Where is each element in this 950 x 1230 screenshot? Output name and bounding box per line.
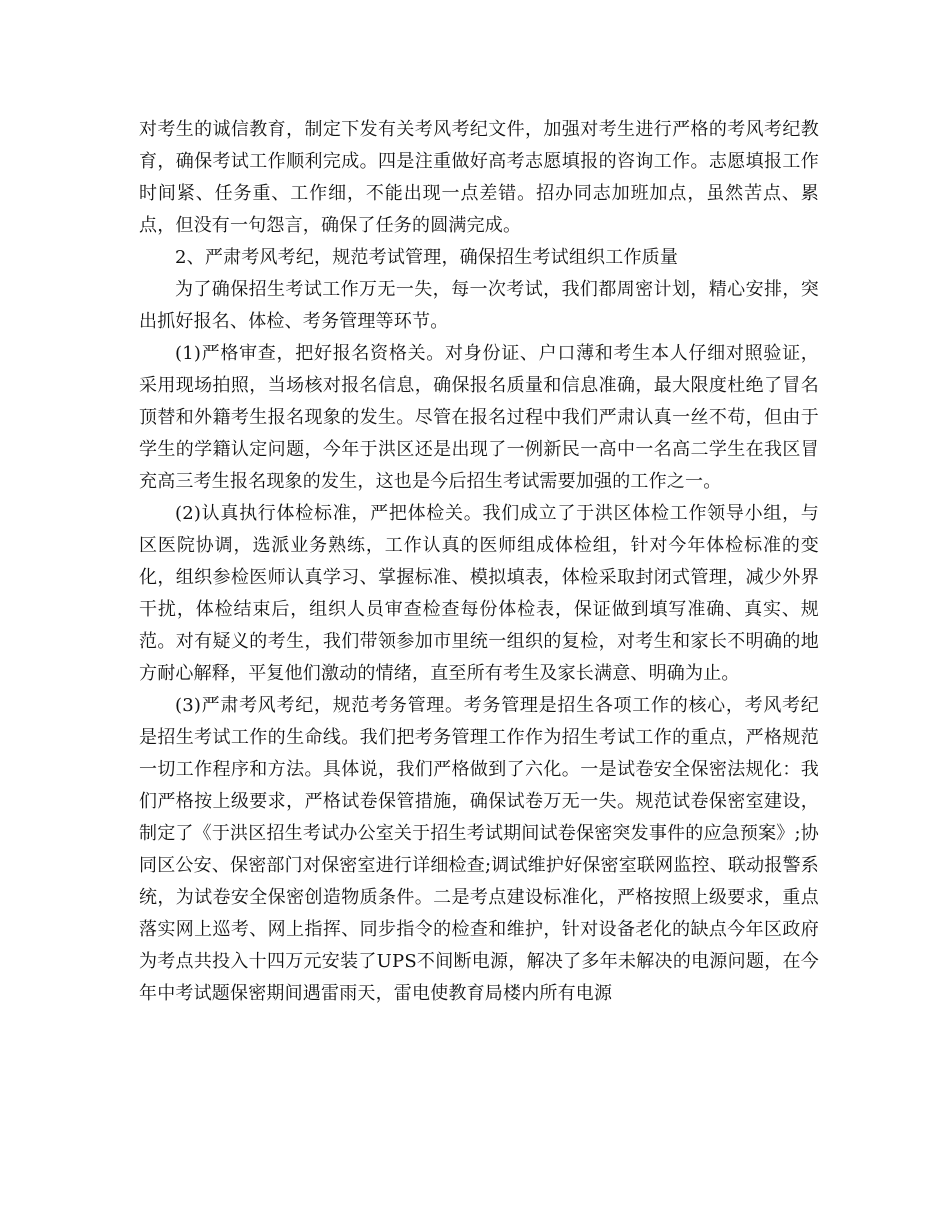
paragraph-physical-exam: (2)认真执行体检标准，严把体检关。我们成立了于洪区体检工作领导小组，与区医院协调，选派业务熟练，工作认真的医师组成体检组，针对今年体检标准的变化，组织参检医师认真学习、掌握标准、模拟填表，体检采取封闭式管理，减少外界干扰，体检结束后，组织人员审查检查每份体检表，保证做到填写准确、真实、规范。对有疑义的考生，我们带领参加市里统一组织的复检，对考生和家长不明确的地方耐心解释，平复他们激动的情绪，直至所有考生及家长满意、明确为止。 [139,503,819,684]
section-heading: 2、严肃考风考纪，规范考试管理，确保招生考试组织工作质量 [175,247,679,268]
paragraph-continuation: 对考生的诚信教育，制定下发有关考风考纪文件，加强对考生进行严格的考风考纪教育，确保考试工作顺利完成。四是注重做好高考志愿填报的咨询工作。志愿填报工作时间紧、任务重、工作细，不能出现一点差错。招办同志加班加点，虽然苦点、累点，但没有一句怨言，确保了任务的圆满完成。 [139,119,819,236]
paragraph-registration: (1)严格审查，把好报名资格关。对身份证、户口薄和考生本人仔细对照验证，采用现场拍照，当场核对报名信息，确保报名质量和信息准确，最大限度杜绝了冒名顶替和外籍考生报名现象的发生。尽管在报名过程中我们严肃认真一丝不苟，但由于学生的学籍认定问题，今年于洪区还是出现了一例新民一高中一名高二学生在我区冒充高三考生报名现象的发生，这也是今后招生考试需要加强的工作之一。 [139,343,819,492]
paragraph-exam-management: (3)严肃考风考纪，规范考务管理。考务管理是招生各项工作的核心，考风考纪是招生考试工作的生命线。我们把考务管理工作作为招生考试工作的重点，严格规范一切工作程序和方法。具体说，我们严格做到了六化。一是试卷安全保密法规化：我们严格按上级要求，严格试卷保管措施，确保试卷万无一失。规范试卷保密室建设，制定了《于洪区招生考试办公室关于招生考试期间试卷保密突发事件的应急预案》;协同区公安、保密部门对保密室进行详细检查;调试维护好保密室联网监控、联动报警系统，为试卷安全保密创造物质条件。二是考点建设标准化，严格按照上级要求，重点落实网上巡考、网上指挥、同步指令的检查和维护，针对设备老化的缺点今年区政府为考点共投入十四万元安装了UPS不间断电源，解决了多年未解决的电源问题，在今年中考试题保密期间遇雷雨天，雷电使教育局楼内所有电源 [139,695,819,1004]
document-body [139,114,819,1010]
paragraph-intro: 为了确保招生考试工作万无一失，每一次考试，我们都周密计划，精心安排，突出抓好报名、体检、考务管理等环节。 [139,279,819,332]
